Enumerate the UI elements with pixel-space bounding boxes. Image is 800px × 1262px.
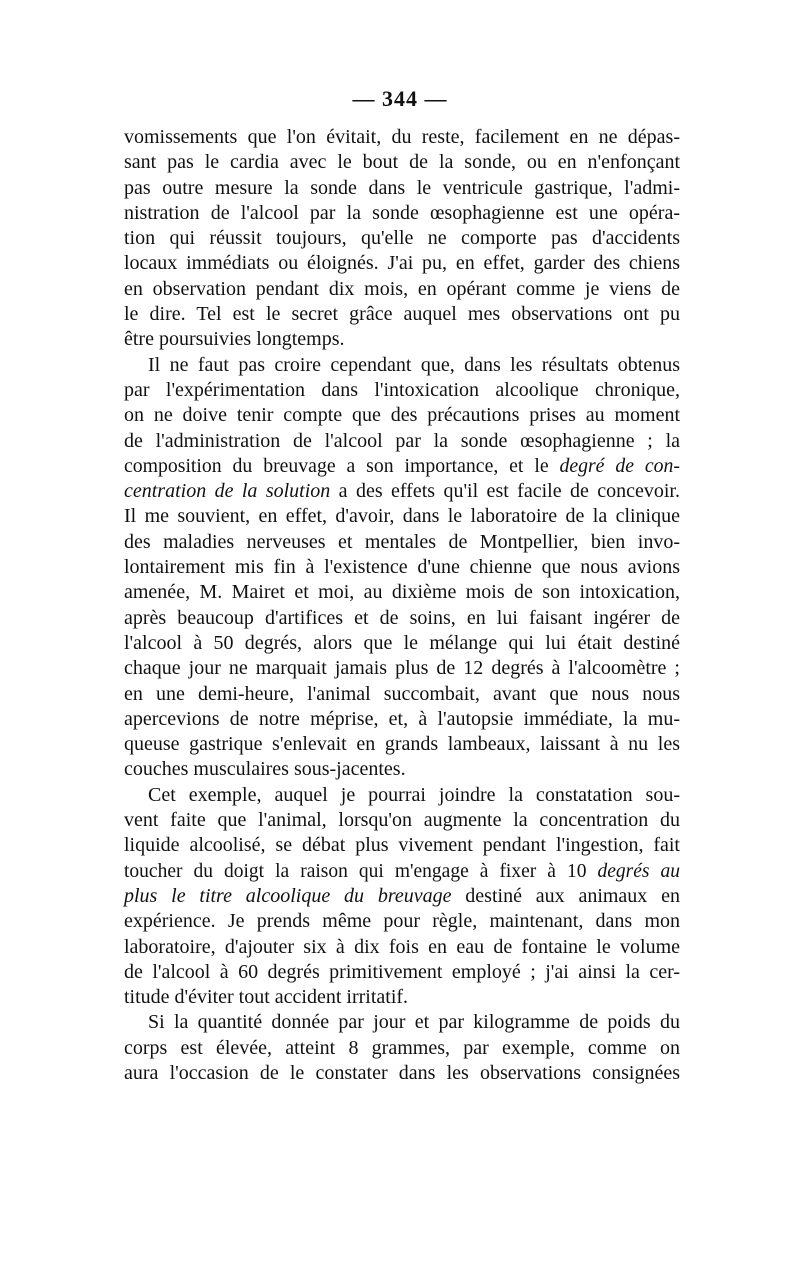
line-text: des maladies nerveuses et mentales de Montpellier, bien invo- [124, 530, 680, 553]
text-line [124, 631, 680, 656]
line-text: lontairement mis fin à l'existence d'une chienne que nous avions [124, 556, 680, 579]
line-text: de l'administration de l'alcool par la sonde œsophagienne ; la [124, 429, 680, 452]
page-number: — 344 — [352, 86, 448, 111]
text-line [124, 353, 680, 378]
line-text: a des effets qu'il est facile de concevoir. [330, 480, 680, 503]
italic-phrase: degré de con- [559, 454, 680, 477]
line-text: nistration de l'alcool par la sonde œsophagienne est une opéra- [124, 201, 680, 224]
text-line [124, 935, 680, 960]
line-text: corps est élevée, atteint 8 grammes, par exemple, comme on [124, 1036, 680, 1059]
text-line [124, 985, 680, 1010]
text-line [124, 783, 680, 808]
italic-phrase: degrés au [597, 860, 680, 882]
text-line [124, 226, 680, 251]
text-line [124, 251, 680, 276]
line-text: en observation pendant dix mois, en opérant comme je viens de [124, 277, 680, 300]
line-text: couches musculaires sous-jacentes. [124, 758, 406, 781]
text-line [124, 884, 680, 909]
text-line [124, 757, 680, 782]
text-line [124, 150, 680, 175]
italic-phrase: centration de la solution [124, 480, 331, 503]
line-text: vent faite que l'animal, lorsqu'on augmente la concentration du [124, 809, 680, 832]
text-line [124, 580, 680, 605]
text-line [124, 403, 680, 428]
line-text: après beaucoup d'artifices et de soins, en lui faisant ingérer de [124, 606, 680, 629]
line-text: amenée, M. Mairet et moi, au dixième mois de son intoxication, [124, 581, 680, 604]
text-line [124, 429, 680, 454]
line-text: sant pas le cardia avec le bout de la sonde, ou en n'enfonçant [124, 151, 680, 174]
line-text: Il ne faut pas croire cependant que, dans les résultats obtenus [148, 353, 680, 376]
text-line [124, 833, 680, 858]
line-text: par l'expérimentation dans l'intoxication alcoolique chronique, [124, 378, 680, 401]
text-line [124, 1036, 680, 1061]
text-line [124, 277, 680, 302]
text-line [124, 479, 680, 504]
italic-phrase: plus le titre alcoolique du breuvage [124, 884, 452, 907]
line-text: expérience. Je prends même pour règle, maintenant, dans mon [124, 910, 680, 933]
line-text: on ne doive tenir compte que des précautions prises au moment [124, 404, 680, 427]
text-line [124, 302, 680, 327]
body-text [124, 125, 680, 1086]
text-line [124, 859, 680, 884]
text-line [124, 808, 680, 833]
line-text: Cet exemple, auquel je pourrai joindre la constatation sou- [148, 783, 680, 806]
text-line [124, 682, 680, 707]
line-text: l'alcool à 50 degrés, alors que le mélange qui lui était destiné [124, 631, 680, 654]
text-line [124, 656, 680, 681]
line-text: laboratoire, d'ajouter six à dix fois en eau de fontaine le volume [124, 935, 680, 958]
line-text: vomissements que l'on évitait, du reste, facilement en ne dépas- [124, 126, 680, 148]
text-line [124, 555, 680, 580]
line-text: le dire. Tel est le secret grâce auquel mes observations ont pu [124, 303, 680, 326]
line-text: tion qui réussit toujours, qu'elle ne comporte pas d'accidents [124, 227, 680, 250]
text-line [124, 732, 680, 757]
text-line [124, 504, 680, 529]
text-line [124, 530, 680, 555]
text-line [124, 454, 680, 479]
text-line [124, 606, 680, 631]
line-text: locaux immédiats ou éloignés. J'ai pu, en effet, garder des chiens [124, 252, 680, 275]
line-text: apercevions de notre méprise, et, à l'autopsie immédiate, la mu- [124, 707, 680, 730]
line-text: chaque jour ne marquait jamais plus de 12 degrés à l'alcoomètre ; [124, 657, 680, 680]
line-text: toucher du doigt la raison qui m'engage à fixer à 10 [124, 860, 598, 882]
line-text: en une demi-heure, l'animal succombait, avant que nous nous [124, 682, 680, 705]
line-text: aura l'occasion de le constater dans les observations consignées [124, 1061, 680, 1084]
text-line [124, 201, 680, 226]
text-line [124, 909, 680, 934]
line-text: liquide alcoolisé, se débat plus vivement pendant l'ingestion, fait [124, 834, 680, 857]
line-text: être poursuivies longtemps. [124, 328, 345, 351]
line-text: Si la quantité donnée par jour et par kilogramme de poids du [148, 1011, 680, 1034]
text-line [124, 960, 680, 985]
line-text: composition du breuvage a son importance, et le [124, 454, 560, 477]
text-line [124, 1061, 680, 1086]
text-line [124, 125, 680, 150]
text-line [124, 327, 680, 352]
line-text: de l'alcool à 60 degrés primitivement employé ; j'ai ainsi la cer- [124, 960, 680, 983]
line-text: queuse gastrique s'enlevait en grands lambeaux, laissant à nu les [124, 733, 680, 756]
text-line [124, 1010, 680, 1035]
line-text: destiné aux animaux en [451, 884, 680, 907]
line-text: Il me souvient, en effet, d'avoir, dans le laboratoire de la clinique [124, 505, 680, 528]
text-line [124, 707, 680, 732]
line-text: titude d'éviter tout accident irritatif. [124, 986, 409, 1009]
text-line [124, 176, 680, 201]
line-text: pas outre mesure la sonde dans le ventricule gastrique, l'admi- [124, 176, 680, 199]
text-line [124, 378, 680, 403]
